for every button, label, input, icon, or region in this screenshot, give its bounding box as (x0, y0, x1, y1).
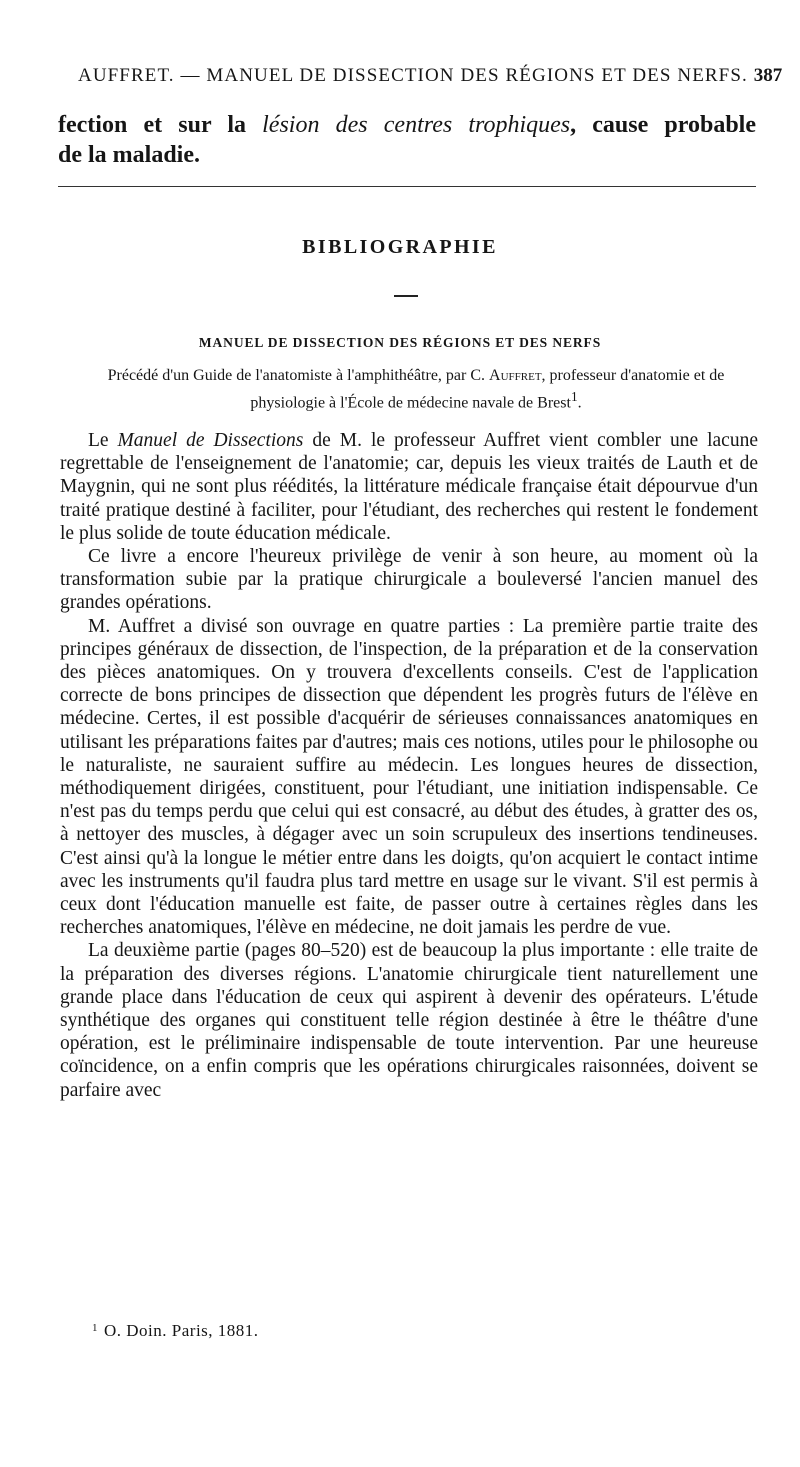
footnote (92, 1321, 259, 1341)
paragraph-4: La deuxième partie (pages 80–520) est de beaucoup la plus importante : elle traite de la préparation des diverses régions. L'anatomie chirurgicale tient naturellement une grande place dans l'éducation de ceux qui aspirent à devenir des opérateurs. L'étude synthétique des organes qui constituent telle région destinée à être le théâtre d'une opération, est le préliminaire indispensable de toute intervention. Par une heureuse coïncidence, on a enfin compris que les opérations chirurgicales raisonnées, doivent se parfaire avec (60, 940, 758, 1101)
paragraph-2: Ce livre a encore l'heureux privilège de venir à son heure, au moment où la transformation subie par la pratique chirurgicale a bouleversé l'ancien manuel des grandes opérations. (60, 546, 758, 614)
paragraph-1-italic: Manuel de Dissections (117, 430, 304, 451)
running-head (78, 64, 783, 88)
book-author: Auffret (489, 367, 542, 384)
lead-line-2: de la maladie. (58, 142, 200, 168)
paragraph-1-a: Le (88, 430, 118, 451)
paragraph-3: M. Auffret a divisé son ouvrage en quatre parties : La première partie traite des principes généraux de dissection, de l'inspection, de la préparation et de la conservation des pièces anatomiques. On y trouvera d'excellents conseils. C'est de l'application correcte de bons principes de dissection que dépendent les progrès futurs de l'élève en médecine. Certes, il est possible d'acquérir de sérieuses connaissances anatomiques en utilisant les préparations faites par d'autres; mais ces notions, utiles pour le philosophe ou le naturaliste, ne sauraient suffire au médecin. Les longues heures de dissection, méthodiquement dirigées, constituent, pour l'étudiant, une initiation indispensable. Ce n'est pas du temps perdu que celui qui est consacré, au début des études, à gratter des os, à nettoyer des muscles, à dégager avec un soin scrupuleux des insertions tendineuses. C'est ainsi qu'à la longue le métier entre dans les doigts, qu'on acquiert le contact intime avec les instruments qu'il faudra plus tard mettre en usage sur le vivant. S'il est permis à ceux dont l'éducation manuelle est faite, de passer outre à certaines règles dans les recherches anatomiques, l'élève en médecine, ne doit jamais les perdre de vue. (60, 615, 758, 939)
section-title: BIBLIOGRAPHIE (302, 236, 498, 258)
title-dash (394, 295, 418, 297)
review-body (60, 429, 758, 1102)
lead-text-a: fection et sur la (58, 112, 263, 138)
paragraph-1 (60, 429, 758, 545)
page-number: 387 (753, 65, 783, 86)
footnote-marker: 1 (92, 1322, 98, 1334)
running-head-title: AUFFRET. — MANUEL DE DISSECTION DES RÉGIONS ET DES NERFS. (78, 65, 748, 86)
book-subtitle-end: . (577, 394, 582, 412)
book-title: MANUEL DE DISSECTION DES RÉGIONS ET DES NERFS (198, 335, 602, 350)
footnote-ref: 1 (570, 389, 578, 404)
paragraph-1-b: de M. le professeur Auffret vient combler une lacune regrettable de l'enseignement de l'anatomie; car, depuis les vieux traités de Lauth et de Maygnin, qui ne sont plus réédités, la littérature médicale française était dépourvue d'un traité pratique destiné à faciliter, pour l'étudiant, des recherches qui restent le fondement le plus solide de toute éducation médicale. (60, 430, 758, 544)
book-subtitle-a: Précédé d'un Guide de l'anatomiste à l'amphithéâtre, par C. (107, 367, 490, 384)
lead-text-b: , cause probable (570, 112, 757, 138)
section-divider (58, 186, 756, 187)
book-subtitle (98, 365, 734, 413)
lead-paragraph (58, 110, 756, 170)
lead-line-1 (58, 110, 756, 140)
lead-italic: lésion des centres trophiques (262, 112, 571, 138)
book-subtitle-b: , professeur d'anatomie et de physiologie à l'École de médecine navale de Brest (250, 367, 725, 412)
footnote-text: O. Doin. Paris, 1881. (104, 1321, 259, 1340)
